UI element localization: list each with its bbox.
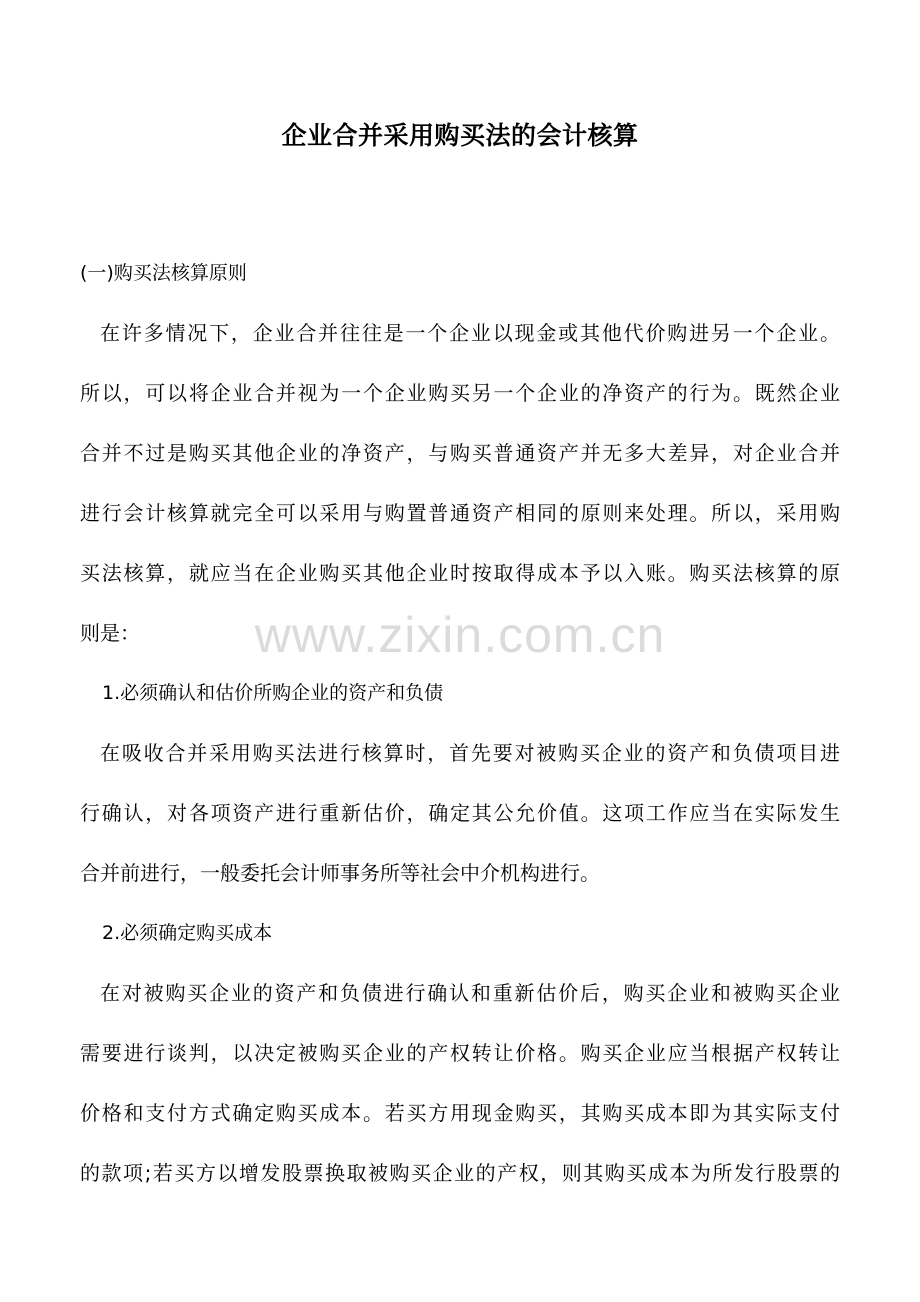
- paragraph-line: 行确认，对各项资产进行重新估价，确定其公允价值。这项工作应当在实际发生: [80, 801, 840, 825]
- paragraph-line: 合并不过是购买其他企业的净资产，与购买普通资产并无多大差异，对企业合并: [80, 441, 840, 465]
- paragraph-line: 买法核算，就应当在企业购买其他企业时按取得成本予以入账。购买法核算的原: [80, 561, 840, 585]
- paragraph-line: 需要进行谈判，以决定被购买企业的产权转让价格。购买企业应当根据产权转让: [80, 1041, 840, 1065]
- paragraph-line: 在对被购买企业的资产和负债进行确认和重新估价后，购买企业和被购买企业: [100, 981, 840, 1005]
- document-title: 企业合并采用购买法的会计核算: [281, 121, 639, 150]
- item-2-heading: 2.必须确定购买成本: [102, 922, 273, 944]
- paragraph-line: 所以，可以将企业合并视为一个企业购买另一个企业的净资产的行为。既然企业: [80, 381, 840, 405]
- section-heading: (一)购买法核算原则: [80, 262, 247, 284]
- paragraph-line: 进行会计核算就完全可以采用与购置普通资产相同的原则来处理。所以，采用购: [80, 501, 840, 525]
- paragraph-line: 则是：: [80, 621, 140, 645]
- paragraph-line: 在吸收合并采用购买法进行核算时，首先要对被购买企业的资产和负债项目进: [100, 741, 840, 765]
- paragraph-line: 合并前进行，一般委托会计师事务所等社会中介机构进行。: [80, 861, 600, 885]
- paragraph-line: 在许多情况下，企业合并往往是一个企业以现金或其他代价购进另一个企业。: [100, 321, 840, 345]
- watermark: www.zixin.com.cn: [254, 607, 666, 663]
- item-1-heading: 1.必须确认和估价所购企业的资产和负债: [102, 682, 444, 704]
- paragraph-line: 价格和支付方式确定购买成本。若买方用现金购买，其购买成本即为其实际支付: [80, 1101, 840, 1125]
- paragraph-line: 的款项;若买方以增发股票换取被购买企业的产权，则其购买成本为所发行股票的: [80, 1161, 840, 1185]
